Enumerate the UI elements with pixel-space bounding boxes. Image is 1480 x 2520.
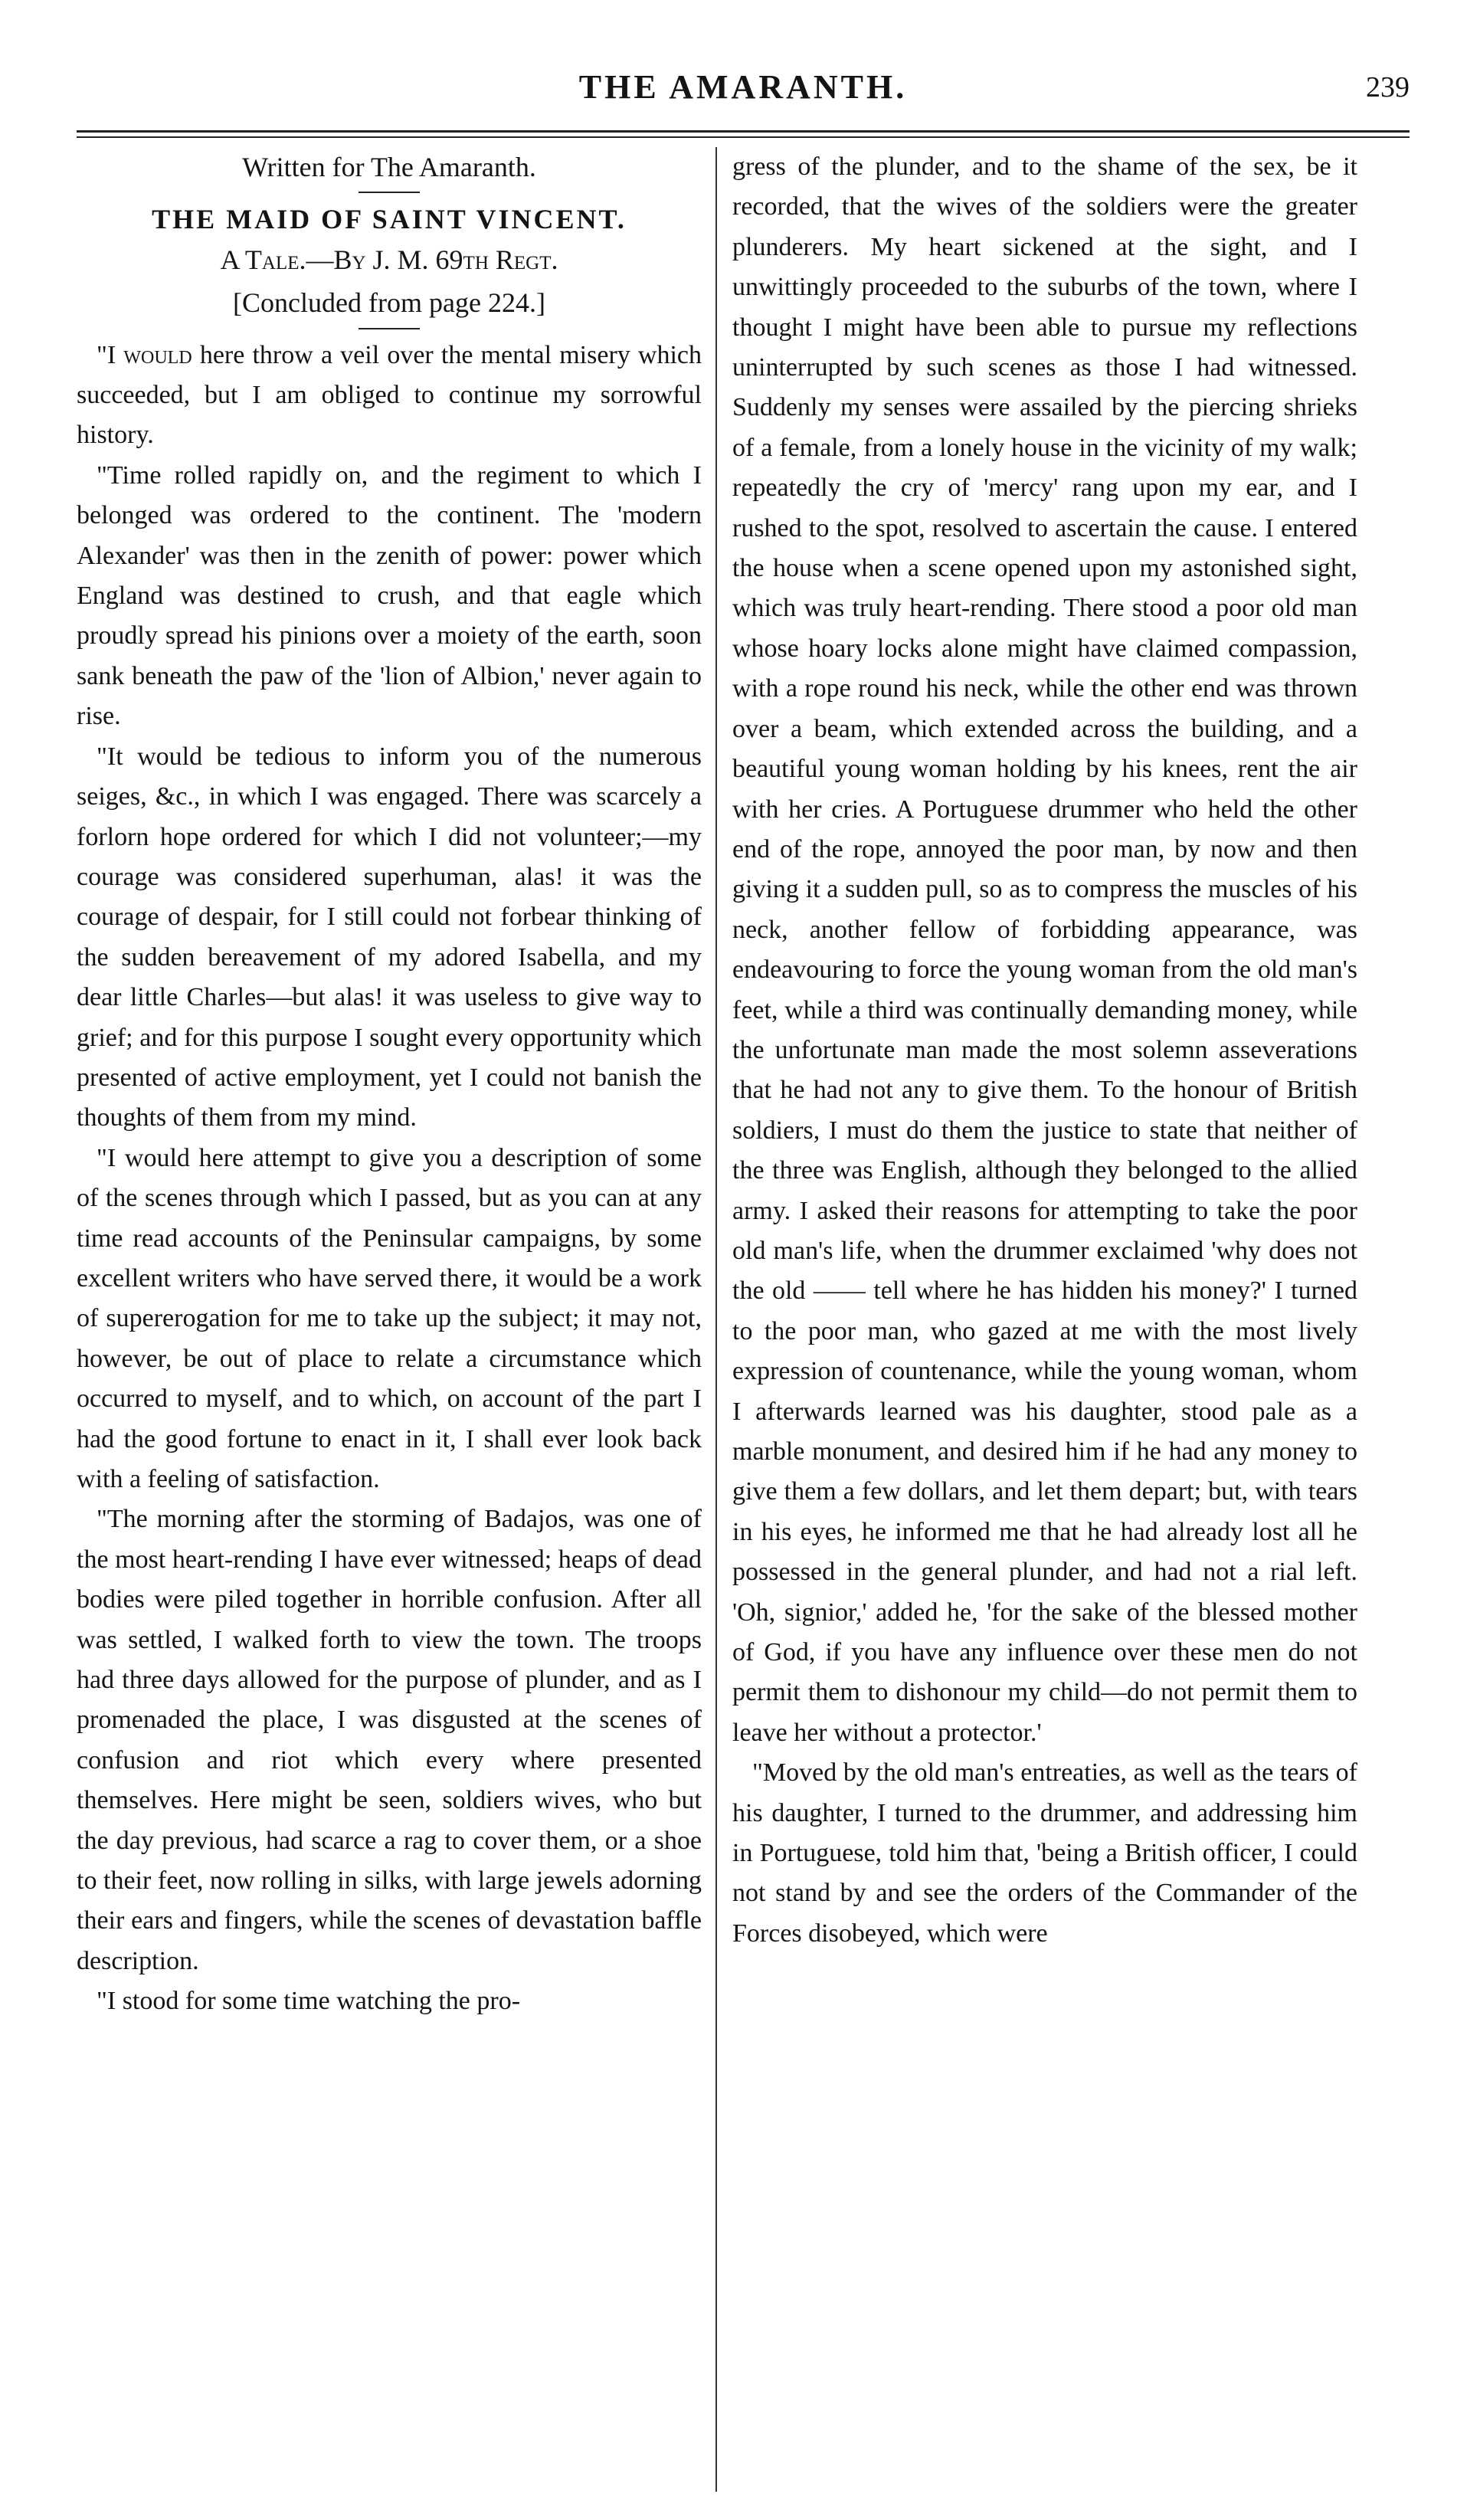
article-heading — [77, 147, 702, 329]
paragraph-lead: "I would — [97, 340, 192, 369]
page-number: 239 — [1366, 71, 1410, 103]
paragraph: "Moved by the old man's entreaties, as well as the tears of his daughter, I turned to the drummer, and addressing him in Portuguese, told him that, 'being a British officer, I could not stand by and see the orders of the Commander of the Forces disobeyed, which were — [732, 1758, 1357, 1948]
paragraph — [77, 336, 702, 456]
paragraph-text: here throw a veil over the mental misery which succeeded, but I am obliged to continue my sorrowful history. — [77, 340, 702, 450]
left-column — [77, 147, 702, 2022]
divider-rule — [359, 328, 420, 329]
paragraph: gress of the plunder, and to the shame of the sex, be it recorded, that the wives of the soldiers were the greater plunderers. My heart sickened at the sight, and I unwittingly proceeded to the suburbs of the town, where I thought I might have been able to pursue my reflections uninterrupted by such scenes as those I had witnessed. Suddenly my senses were assailed by the piercing shrieks of a female, from a lonely house in the vicinity of my walk; repeatedly the cry of 'mercy' rang upon my ear, and I rushed to the spot, resolved to ascertain the cause. I entered the house when a scene opened upon my astonished sight, which was truly heart-rending. There stood a poor old man whose hoary locks alone might have claimed compassion, with a rope round his neck, while the other end was thrown over a beam, which extended across the building, and a beautiful young woman holding by his knees, rent the air with her cries. A Portuguese drummer who held the other end of the rope, annoyed the poor man, by now and then giving it a sudden pull, so as to compress the muscles of his neck, another fellow of forbidding appearance, was endeavouring to force the young woman from the old man's feet, while a third was continually demanding money, while the unfortunate man made the most solemn asseverations that he had not any to give them. To the honour of British soldiers, I must do them the justice to state that neither of the three was English, although they belonged to the allied army. I asked their reasons for attempting to take the poor old man's life, when the drummer exclaimed 'why does not the old —— tell where he has hidden his money?' I turned to the poor man, who gazed at me with the most lively expression of countenance, while the young woman, whom I afterwards learned was his daughter, stood pale as a marble monument, and desired him if he had any money to give them a few dollars, and let them depart; but, with tears in his eyes, he informed me that he had already lost all he possessed in the general plunder, and had not a rial left. 'Oh, signior,' added he, 'for the sake of the blessed mother of God, if you have any influence over these men do not permit them to dishonour my child—do not permit them to leave her without a protector.' — [732, 152, 1357, 1747]
header-double-rule — [77, 130, 1410, 138]
byline: A Tale.—By J. M. 69th Regt. — [220, 244, 558, 275]
paragraph: "I would here attempt to give you a description of some of the scenes through which I passed, but as you can at any time read accounts of the Peninsular campaigns, by some excellent writers who have served there, it would be a work of supererogation for me to take up the subject; it may not, however, be out of place to relate a circumstance which occurred to myself, and to which, on account of the part I had the good fortune to enact in it, I shall ever look back with a feeling of satisfaction. — [77, 1143, 702, 1493]
paragraph: "I stood for some time watching the pro- — [97, 1987, 521, 2016]
story-title: THE MAID OF SAINT VINCENT. — [152, 204, 627, 235]
running-head — [77, 61, 1410, 123]
continuation-note: [Concluded from page 224.] — [233, 287, 545, 319]
journal-title: THE AMARANTH. — [578, 68, 908, 106]
paragraph: "It would be tedious to inform you of the numerous seiges, &c., in which I was engaged. There was scarcely a forlorn hope ordered for which I did not volunteer;—my courage was considered superhuman, alas! it was the courage of despair, for I still could not forbear thinking of the sudden bereavement of my adored Isabella, and my dear little Charles—but alas! it was useless to give way to grief; and for this purpose I sought every opportunity which presented of active employment, yet I could not banish the thoughts of them from my mind. — [77, 742, 702, 1132]
paragraph: "The morning after the storming of Badajos, was one of the most heart-rending I have ever witnessed; heaps of dead bodies were piled together in horrible confusion. After all was settled, I walked forth to view the town. The troops had three days allowed for the purpose of plunder, and as I promenaded the place, I was disgusted at the scenes of confusion and riot which every where presented themselves. Here might be seen, soldiers wives, who but the day previous, had scarce a rag to cover them, or a shoe to their feet, now rolling in silks, with large jewels adorning their ears and fingers, while the scenes of devastation baffle description. — [77, 1505, 702, 1975]
written-for-line: Written for The Amaranth. — [242, 152, 536, 182]
page — [77, 61, 1410, 2498]
column-divider — [715, 147, 717, 2492]
paragraph: "Time rolled rapidly on, and the regiment to which I belonged was ordered to the continent. The 'modern Alexander' was then in the zenith of power: power which England was destined to crush, and that eagle which proudly spread his pinions over a moiety of the earth, soon sank beneath the paw of the 'lion of Albion,' never again to rise. — [77, 460, 702, 731]
divider-rule — [359, 192, 420, 193]
right-column — [732, 147, 1357, 1954]
